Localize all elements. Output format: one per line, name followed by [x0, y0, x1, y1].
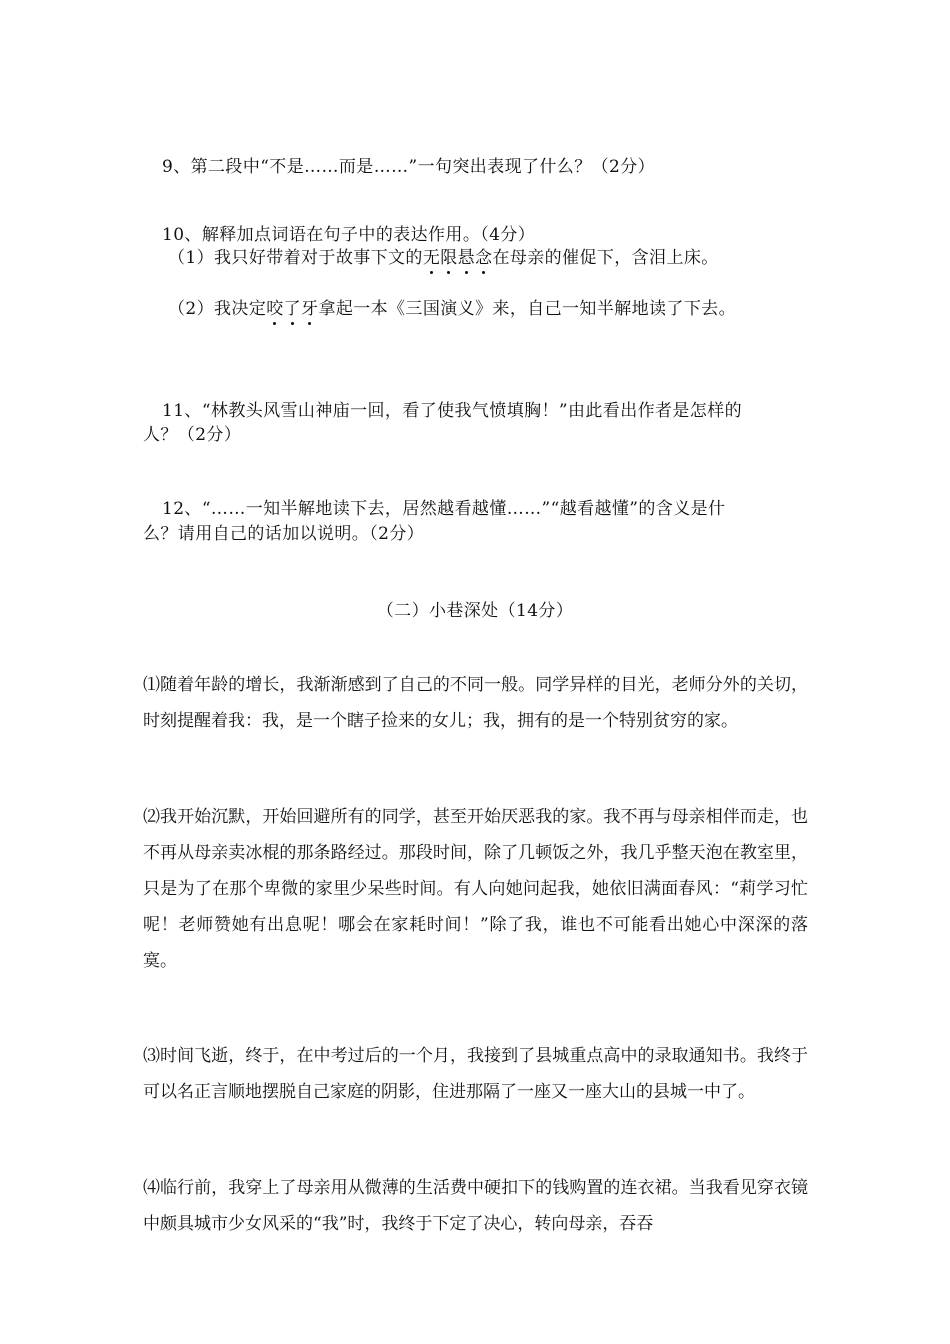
question-10-item-1-after: 在母亲的催促下，含泪上床。	[492, 248, 719, 268]
question-10-item-1	[168, 243, 719, 268]
question-10-item-2-before: （2）我决定	[168, 299, 267, 319]
question-11-line-1: 11、“林教头风雪山神庙一回，看了使我气愤填胸！”由此看出作者是怎样的	[162, 401, 743, 421]
question-11-line-2: 人？（2分）	[143, 425, 242, 445]
dotted-char: 无	[423, 243, 440, 268]
dotted-char: 限	[440, 243, 457, 268]
paragraph-3: ⑶时间飞逝，终于，在中考过后的一个月，我接到了县城重点高中的录取通知书。我终于可以名正言顺地摆脱自己家庭的阴影，住进那隔了一座又一座大山的县城一中了。	[143, 1046, 808, 1102]
dotted-char: 了	[284, 294, 301, 319]
dotted-char: 咬	[266, 294, 283, 319]
paragraph-2: ⑵我开始沉默，开始回避所有的同学，甚至开始厌恶我的家。我不再与母亲相伴而走，也不再从母亲卖冰棍的那条路经过。那段时间，除了几顿饭之外，我几乎整天泡在教室里，只是为了在那个卑微的家里少呆些时间。有人向她问起我，她依旧满面春风：“莉学习忙呢！老师赞她有出息呢！哪会在家耗时间！”除了我，谁也不可能看出她心中深深的落寞。	[143, 807, 808, 971]
question-10-title: 10、解释加点词语在句子中的表达作用。（4分）	[162, 225, 536, 245]
paragraph-4: ⑷临行前，我穿上了母亲用从微薄的生活费中硬扣下的钱购置的连衣裙。当我看见穿衣镜中颇具城市少女风采的“我”时，我终于下定了决心，转向母亲，吞吞	[143, 1178, 808, 1234]
question-10-item-2-after: 拿起一本《三国演义》来，自己一知半解地读了下去。	[318, 299, 737, 319]
question-12-line-1: 12、“……一知半解地读下去，居然越看越懂……”“越看越懂”的含义是什	[162, 499, 726, 519]
dotted-char: 念	[475, 243, 492, 268]
question-10-item-1-before: （1）我只好带着对于故事下文的	[168, 248, 423, 268]
question-12-line-2: 么？请用自己的话加以说明。（2分）	[143, 524, 425, 544]
section-title: （二）小巷深处（14分）	[376, 601, 574, 621]
dotted-char: 牙	[301, 294, 318, 319]
question-9: 9、第二段中“不是……而是……”一句突出表现了什么？（2分）	[162, 157, 656, 177]
question-10-item-2	[168, 294, 736, 319]
paragraph-1: ⑴随着年龄的增长，我渐渐感到了自己的不同一般。同学异样的目光，老师分外的关切，时刻提醒着我：我，是一个瞎子捡来的女儿；我，拥有的是一个特别贫穷的家。	[143, 675, 808, 731]
dotted-char: 悬	[458, 243, 475, 268]
